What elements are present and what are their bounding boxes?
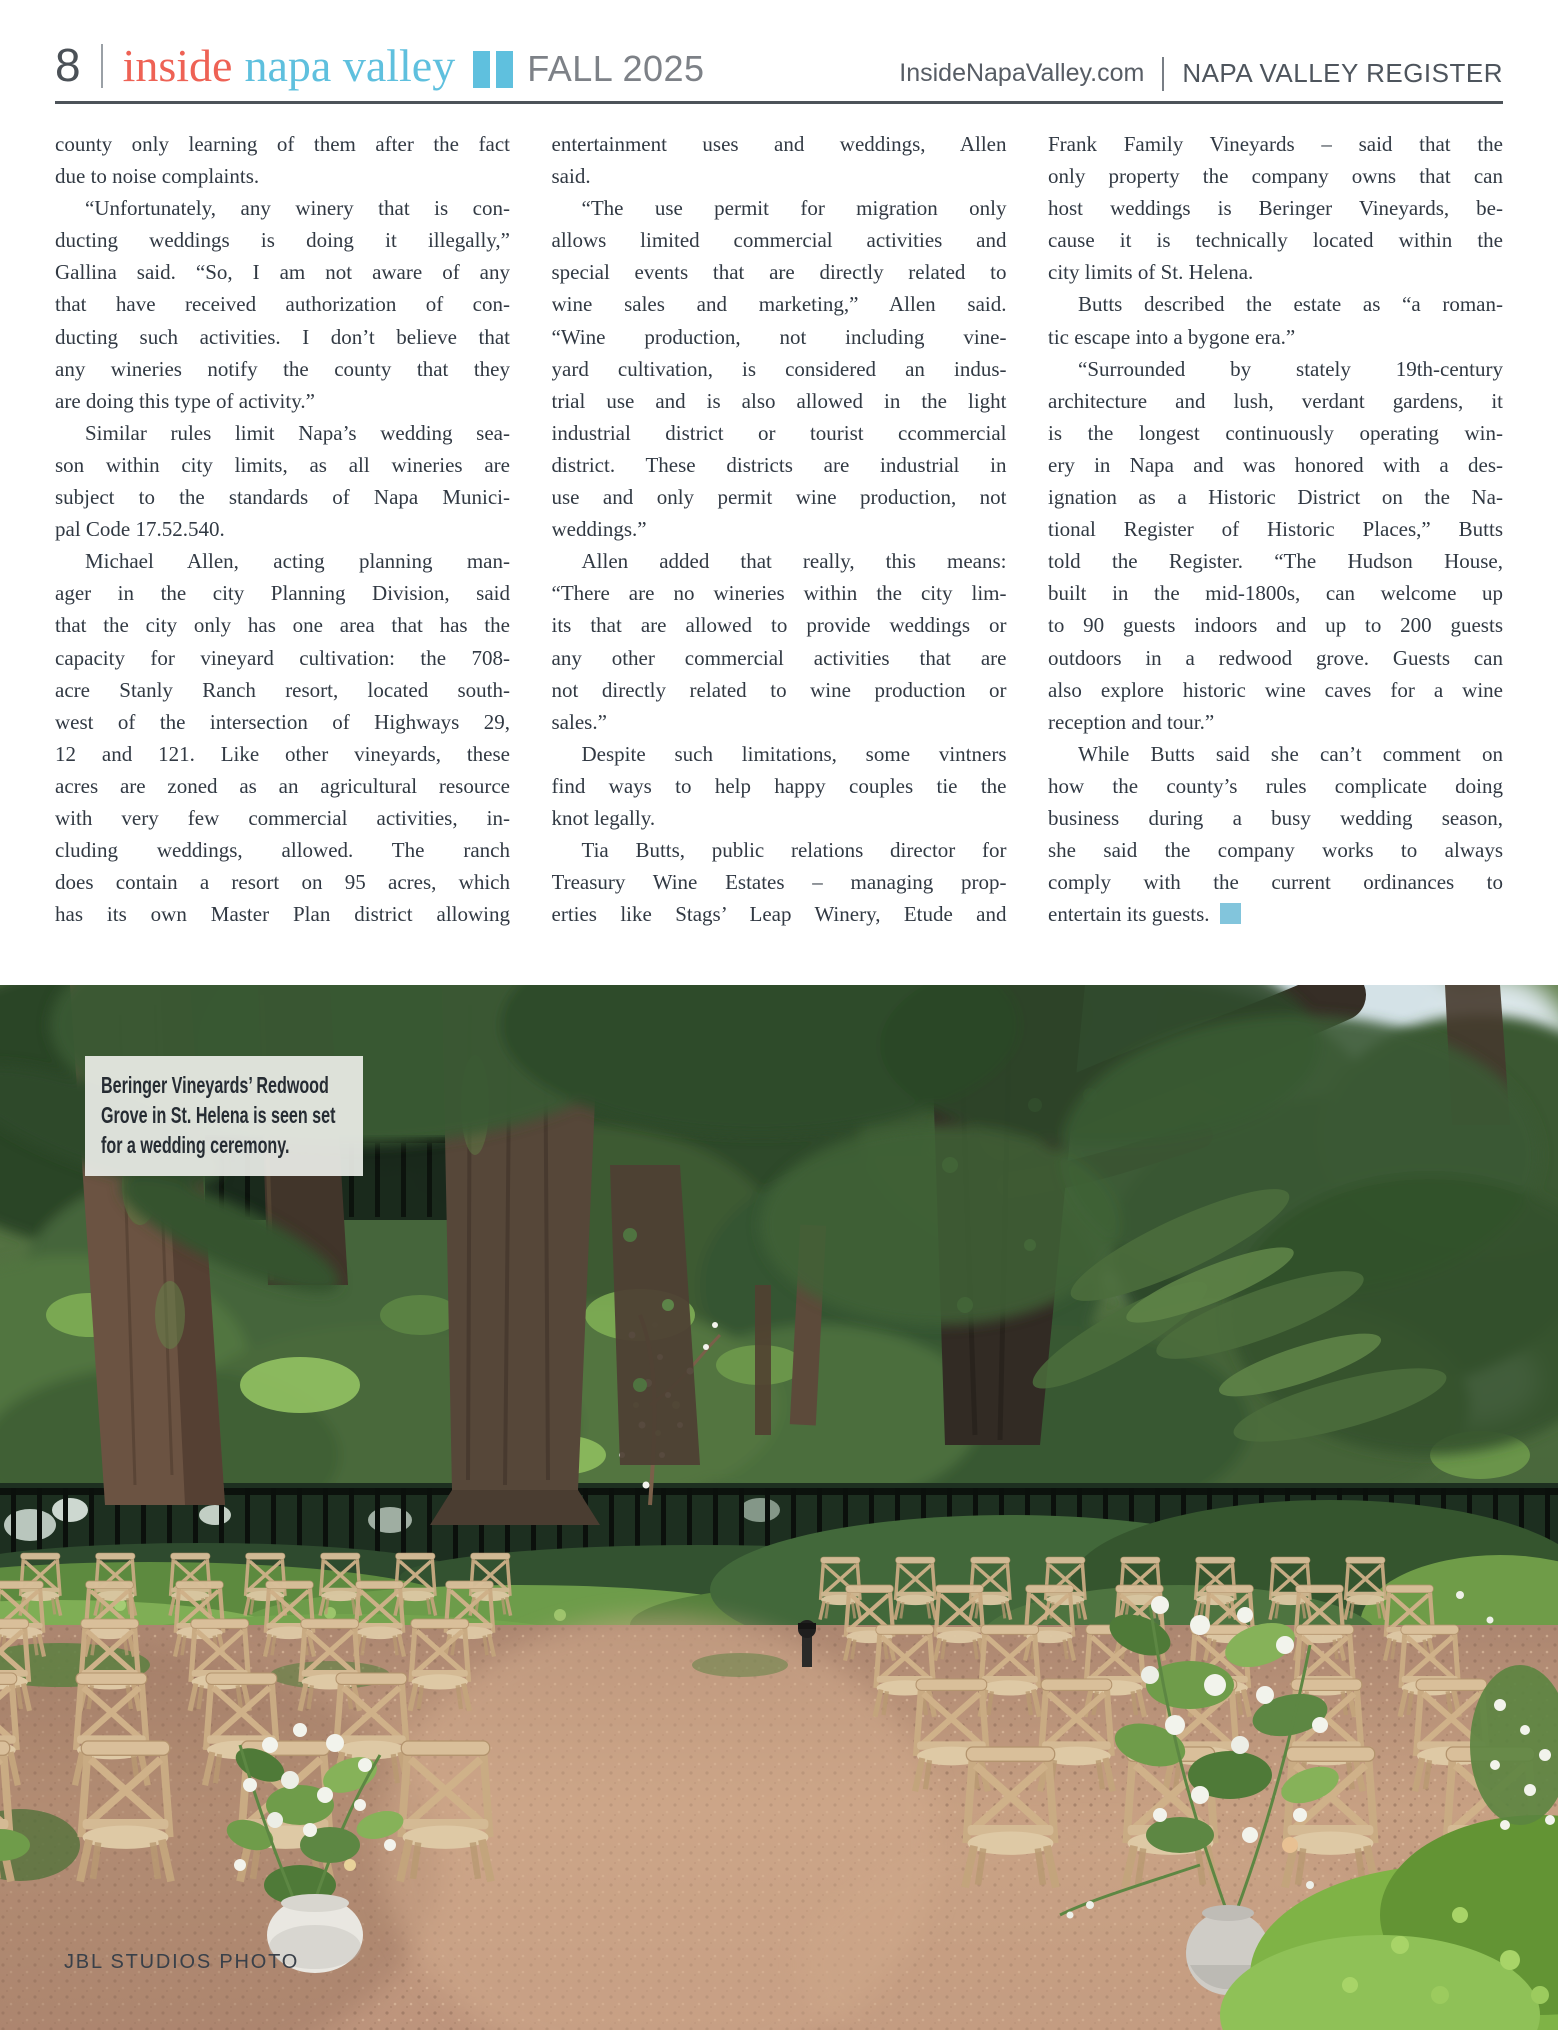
header-divider [101,44,103,88]
article-line: tional Register of Historic Places,” Butts [1048,517,1503,542]
page-number: 8 [55,39,81,91]
header-right [899,57,1503,91]
article-line: While Butts said she can’t comment on [1078,741,1503,766]
article-line: tic escape into a bygone era.” [1048,324,1296,349]
article-line: host weddings is Beringer Vineyards, be- [1048,196,1503,221]
photo-caption-line: for a wedding ceremony. [101,1132,290,1158]
article-line: cause it is technically located within the [1048,228,1503,253]
article-line: county only learning of them after the fact [55,132,510,156]
article-line: its that are allowed to provide weddings or [551,613,1007,638]
article-line: find ways to help happy couples tie the [551,773,1007,798]
article-line: Despite such limitations, some vintners [581,741,1007,766]
article-line: that have received authorization of con- [55,292,510,317]
article-line: weddings.” [551,517,647,542]
wedding-photo [0,985,1558,2030]
article-line: “The use permit for migration only [581,196,1007,221]
article-line: Treasury Wine Estates – managing prop- [551,870,1007,895]
article-line: acre Stanly Ranch resort, located south- [55,677,510,702]
article-line: cluding weddings, allowed. The ranch [55,838,510,863]
article-line: “There are no wineries within the city lim- [551,581,1007,606]
article-line: use and only permit wine production, not [551,485,1007,510]
article-line: to 90 guests indoors and up to 200 guests [1048,613,1503,638]
article-line: are doing this type of activity.” [55,388,315,413]
article-body [55,128,1503,930]
article-endmark-icon [1220,903,1241,924]
article-line: told the Register. “The Hudson House, [1048,549,1503,574]
article-line: special events that are directly related to [551,260,1007,285]
brand-word-inside: inside [122,40,233,91]
article-line: any wineries notify the county that they [55,356,510,381]
article-line: Similar rules limit Napa’s wedding sea- [85,420,510,445]
article-line: architecture and lush, verdant gardens, it [1048,388,1503,413]
article-line: Allen added that really, this means: [581,549,1007,574]
article-line: that the city only has one area that has the [55,613,510,638]
article-line: city limits of St. Helena. [1048,260,1254,285]
article-line: said. [551,164,591,189]
article-line: she said the company works to always [1048,838,1503,863]
header-divider-right [1162,57,1164,91]
article-line: business during a busy wedding season, [1048,805,1503,830]
article-line: “Wine production, not including vine- [551,324,1007,349]
article-line: any other commercial activities that are [551,645,1007,670]
article-line: “Unfortunately, any winery that is con- [85,196,510,221]
header-left [55,39,705,91]
page-header [55,39,1503,98]
header-rule [55,101,1503,104]
article-line: pal Code 17.52.540. [55,517,225,542]
photo-caption-line: Beringer Vineyards’ Redwood [101,1072,329,1098]
article-line: ducting such activities. I don’t believe that [55,324,510,349]
article-line: due to noise complaints. [55,164,260,189]
article-line: does contain a resort on 95 acres, which [55,870,510,895]
publication-label: NAPA VALLEY REGISTER [1182,58,1503,88]
article-line: allows limited commercial activities and [551,228,1007,253]
article-line: Frank Family Vineyards – said that the [1048,132,1503,156]
article-line: Tia Butts, public relations director for [581,838,1007,863]
article-line: knot legally. [551,805,656,830]
article-line: “Surrounded by stately 19th-century [1078,356,1503,381]
article-line: comply with the current ordinances to [1048,870,1503,895]
article-line: industrial district or tourist ccommercial [551,420,1007,445]
article-column-1 [55,128,510,930]
article-line: entertain its guests. [1048,898,1503,930]
article-line: with very few commercial activities, in- [55,805,510,830]
article-line: erties like Stags’ Leap Winery, Etude and [551,902,1007,927]
article-line: ducting weddings is doing it illegally,” [55,228,510,253]
article-line: reception and tour.” [1048,709,1215,734]
article-line: district. These districts are industrial in [551,452,1007,477]
article-line: entertainment uses and weddings, Allen [551,132,1007,156]
article-line: subject to the standards of Napa Munici- [55,485,510,510]
article-line: Butts described the estate as “a roman- [1078,292,1503,317]
article-line: yard cultivation, is considered an indus- [551,356,1007,381]
article-column-3 [1048,128,1503,930]
article-line: also explore historic wine caves for a wine [1048,677,1503,702]
article-line: ignation as a Historic District on the Na- [1048,485,1503,510]
photo-caption-line: Grove in St. Helena is seen set [101,1102,336,1128]
article-line: built in the mid-1800s, can welcome up [1048,581,1503,606]
article-line: 12 and 121. Like other vineyards, these [55,741,510,766]
article-line: has its own Master Plan district allowing [55,902,510,927]
article-line: how the county’s rules complicate doing [1048,773,1503,798]
article-line: is the longest continuously operating win- [1048,420,1503,445]
article-line: trial use and is also allowed in the light [551,388,1007,413]
photo-caption [85,1056,363,1176]
article-line: wine sales and marketing,” Allen said. [551,292,1007,317]
article-line: ager in the city Planning Division, said [55,581,510,606]
article-line: ery in Napa and was honored with a des- [1048,452,1503,477]
article-line: Gallina said. “So, I am not aware of any [55,260,510,285]
article-line: outdoors in a redwood grove. Guests can [1048,645,1503,670]
article-line: west of the intersection of Highways 29, [55,709,510,734]
article-line: sales.” [551,709,607,734]
article-line: son within city limits, as all wineries are [55,452,510,477]
article-line: only property the company owns that can [1048,164,1503,189]
article-line: capacity for vineyard cultivation: the 708- [55,645,510,670]
photo-credit: JBL STUDIOS PHOTO [64,1951,300,1973]
article-line: Michael Allen, acting planning man- [85,549,510,574]
article-line: not directly related to wine production or [551,677,1007,702]
issue-label: FALL 2025 [527,48,705,89]
article-line: acres are zoned as an agricultural resource [55,773,510,798]
brand-word-napa-valley: napa valley [244,40,456,91]
article-column-2 [552,128,1007,930]
website-label: InsideNapaValley.com [899,59,1145,87]
brand-mark-icon [473,51,513,88]
